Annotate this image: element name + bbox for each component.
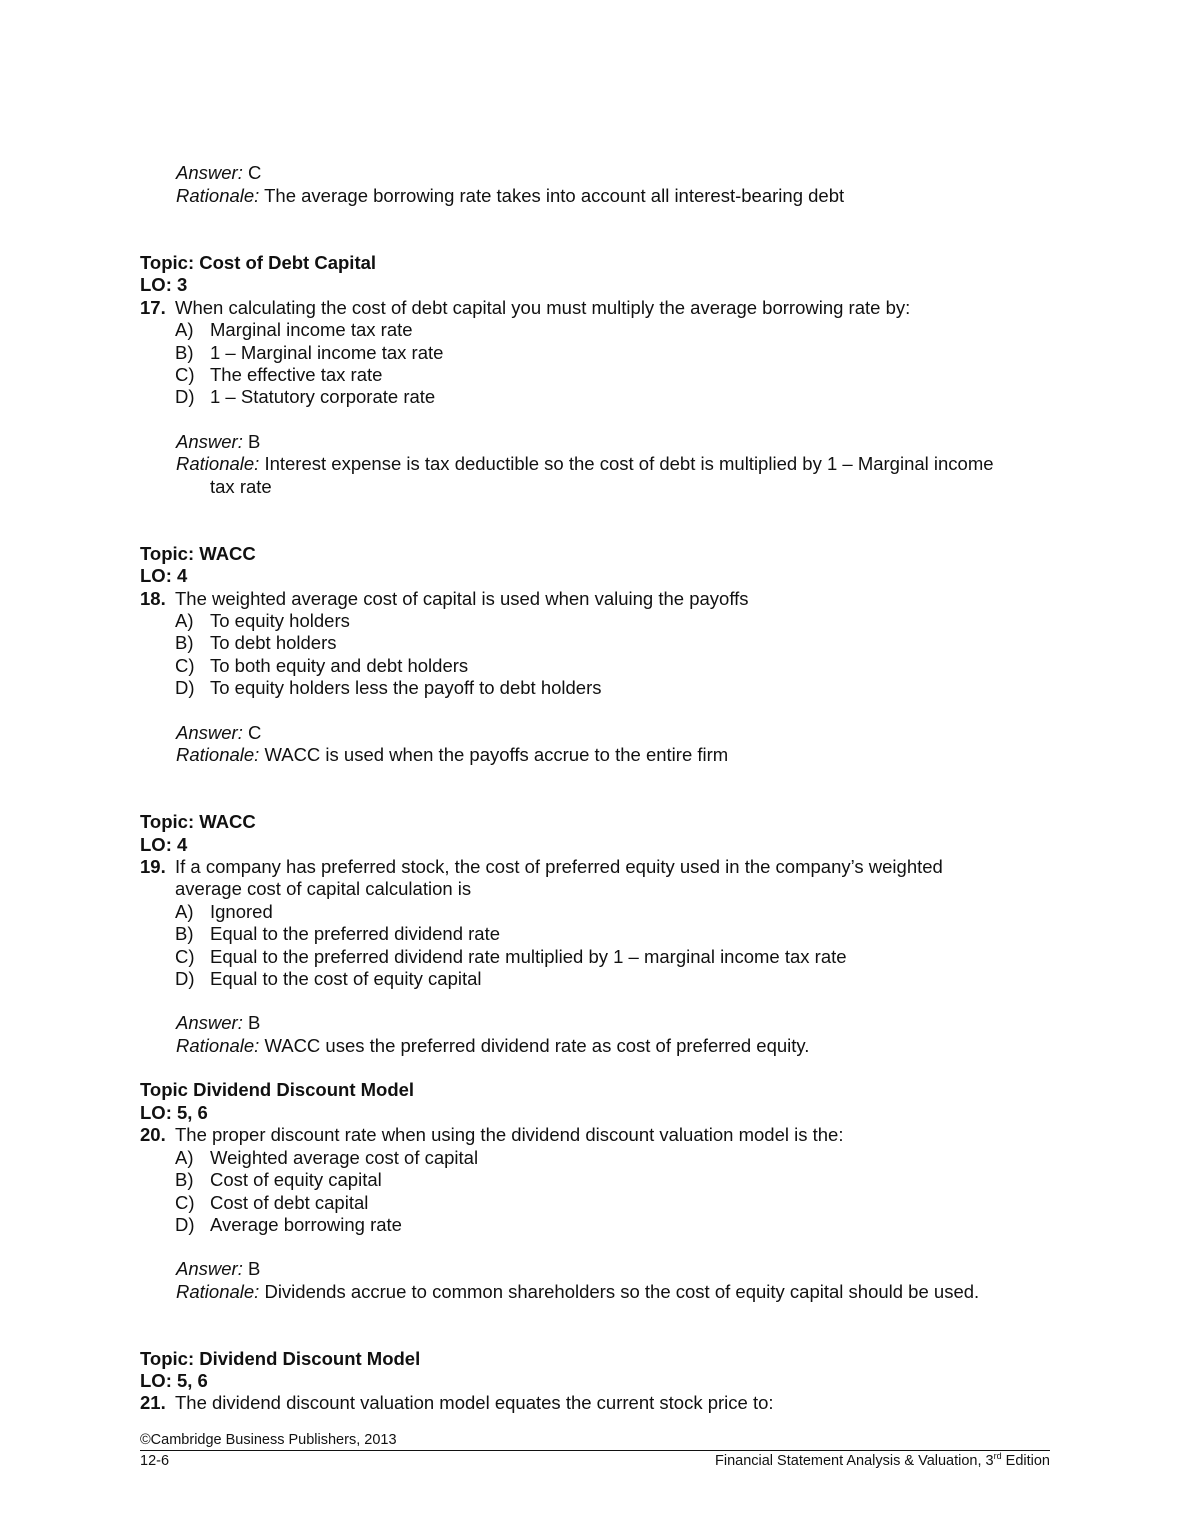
rationale-text: The average borrowing rate takes into account all interest-bearing debt (264, 185, 845, 206)
answer-label: Answer: (176, 722, 243, 743)
option-a (175, 610, 194, 632)
option-text: Equal to the preferred dividend rate (210, 923, 501, 944)
option-text: To equity holders (210, 610, 350, 631)
answer-label: Answer: (176, 162, 243, 183)
topic-heading: Topic Dividend Discount Model (140, 1079, 415, 1100)
option-text: Cost of debt capital (210, 1192, 369, 1213)
option-text: 1 – Statutory corporate rate (210, 386, 436, 407)
answer-label: Answer: (176, 1258, 243, 1279)
footer-divider (140, 1450, 1050, 1451)
rationale-label: Rationale: (176, 744, 260, 765)
option-c (175, 946, 195, 968)
rationale-text: WACC uses the preferred dividend rate as cost of preferred equity. (264, 1035, 810, 1056)
option-c (175, 364, 195, 386)
footer-page-number: 12-6 (140, 1453, 170, 1469)
option-text: Ignored (210, 901, 273, 922)
answer-label: Answer: (176, 431, 243, 452)
footer-book-title (715, 1452, 1050, 1470)
option-letter: D) (175, 1214, 195, 1235)
option-text: Weighted average cost of capital (210, 1147, 479, 1168)
book-title-ordinal: rd (993, 1451, 1002, 1461)
rationale-label: Rationale: (176, 1281, 260, 1302)
option-b (175, 923, 194, 945)
option-letter: B) (175, 342, 194, 363)
option-letter: B) (175, 1169, 194, 1190)
option-text: The effective tax rate (210, 364, 383, 385)
rationale-text: WACC is used when the payoffs accrue to the entire firm (264, 744, 729, 765)
option-letter: B) (175, 923, 194, 944)
option-text: To debt holders (210, 632, 337, 653)
rationale-line (176, 1035, 809, 1057)
option-text: Equal to the cost of equity capital (210, 968, 482, 989)
option-letter: C) (175, 946, 195, 967)
option-d (175, 386, 195, 408)
question-text: If a company has preferred stock, the cost of preferred equity used in the company’s weighted (175, 856, 943, 877)
topic-heading: Topic: WACC (140, 811, 256, 832)
question-number: 21. (140, 1392, 166, 1413)
answer-line (176, 431, 260, 453)
option-letter: D) (175, 968, 195, 989)
question-text: When calculating the cost of debt capital you must multiply the average borrowing rate by: (175, 297, 911, 318)
answer-line (176, 722, 261, 744)
answer-value: C (247, 162, 262, 183)
option-c (175, 1192, 195, 1214)
answer-value: B (247, 1258, 261, 1279)
question-number: 20. (140, 1124, 166, 1145)
answer-line (176, 1012, 260, 1034)
option-text: 1 – Marginal income tax rate (210, 342, 444, 363)
question-number: 18. (140, 588, 166, 609)
question-number: 17. (140, 297, 166, 318)
answer-line (176, 1258, 260, 1280)
question-number: 19. (140, 856, 166, 877)
answer-value: B (247, 431, 261, 452)
rationale-text: Interest expense is tax deductible so the cost of debt is multiplied by 1 – Marginal income (264, 453, 994, 474)
footer-copyright: ©Cambridge Business Publishers, 2013 (140, 1432, 397, 1448)
lo-heading: LO: 4 (140, 834, 188, 855)
book-title-main: Financial Statement Analysis & Valuation, 3 (715, 1453, 994, 1469)
option-b (175, 632, 194, 654)
lo-heading: LO: 4 (140, 565, 188, 586)
option-b (175, 342, 194, 364)
question-text: The proper discount rate when using the dividend discount valuation model is the: (175, 1124, 844, 1145)
answer-label: Answer: (176, 1012, 243, 1033)
option-letter: A) (175, 319, 194, 340)
answer-line (176, 162, 261, 184)
option-letter: C) (175, 1192, 195, 1213)
option-letter: A) (175, 1147, 194, 1168)
option-d (175, 1214, 195, 1236)
question-text: The weighted average cost of capital is used when valuing the payoffs (175, 588, 749, 609)
topic-heading: Topic: Dividend Discount Model (140, 1348, 421, 1369)
topic-heading: Topic: Cost of Debt Capital (140, 252, 377, 273)
rationale-line (176, 185, 844, 207)
option-b (175, 1169, 194, 1191)
answer-value: C (247, 722, 262, 743)
rationale-label: Rationale: (176, 185, 260, 206)
book-title-edition: Edition (1001, 1453, 1050, 1469)
option-letter: C) (175, 655, 195, 676)
rationale-line (176, 744, 728, 766)
lo-heading: LO: 5, 6 (140, 1102, 208, 1123)
topic-heading: Topic: WACC (140, 543, 256, 564)
rationale-line (176, 453, 994, 475)
option-text: Equal to the preferred dividend rate multiplied by 1 – marginal income tax rate (210, 946, 847, 967)
rationale-label: Rationale: (176, 1035, 260, 1056)
option-letter: D) (175, 386, 195, 407)
question-text: The dividend discount valuation model equates the current stock price to: (175, 1392, 774, 1413)
lo-heading: LO: 3 (140, 274, 188, 295)
rationale-line (176, 1281, 979, 1303)
option-c (175, 655, 195, 677)
rationale-label: Rationale: (176, 453, 260, 474)
option-letter: D) (175, 677, 195, 698)
rationale-text: Dividends accrue to common shareholders so the cost of equity capital should be used. (264, 1281, 980, 1302)
option-text: Marginal income tax rate (210, 319, 413, 340)
lo-heading: LO: 5, 6 (140, 1370, 208, 1391)
option-a (175, 319, 194, 341)
answer-value: B (247, 1012, 261, 1033)
option-text: Average borrowing rate (210, 1214, 402, 1235)
option-text: To both equity and debt holders (210, 655, 469, 676)
option-letter: C) (175, 364, 195, 385)
option-d (175, 968, 195, 990)
option-letter: A) (175, 901, 194, 922)
option-letter: A) (175, 610, 194, 631)
option-a (175, 901, 194, 923)
option-text: To equity holders less the payoff to debt holders (210, 677, 602, 698)
option-a (175, 1147, 194, 1169)
option-text: Cost of equity capital (210, 1169, 382, 1190)
option-letter: B) (175, 632, 194, 653)
question-text-continuation: average cost of capital calculation is (175, 878, 472, 899)
rationale-continuation: tax rate (210, 476, 272, 497)
option-d (175, 677, 195, 699)
